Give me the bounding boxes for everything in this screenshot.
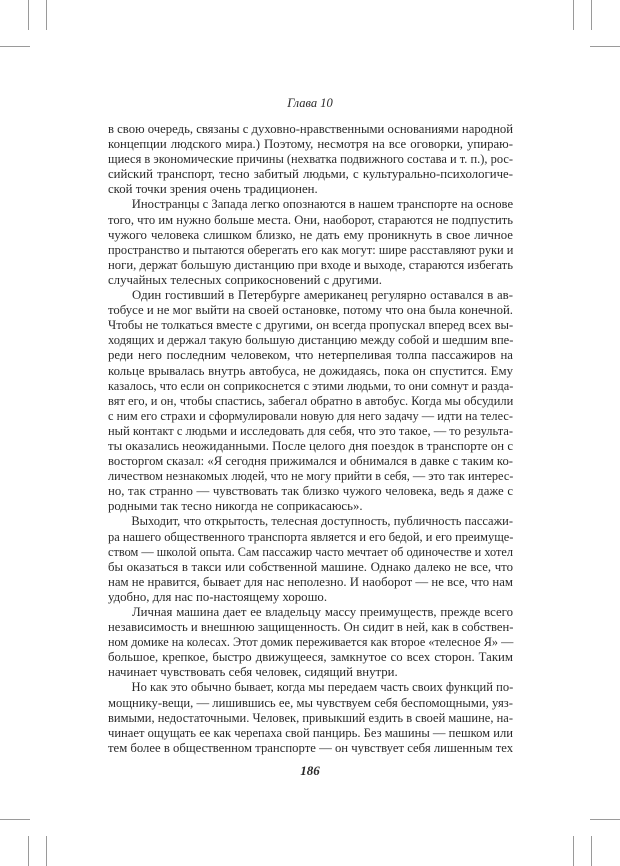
text-line: случайных телесных соприкосновений с другими. bbox=[108, 272, 382, 287]
text-line: ством — школой опыта. Сам пассажир часто мечтает об одиночестве и хотел bbox=[108, 544, 513, 559]
text-line: чинает ощущать ее как черепаха свой панцирь. Без машины — пешком или bbox=[108, 725, 514, 740]
crop-mark bbox=[590, 46, 620, 47]
text-line: тем более в общественном транспорте — он чувствует себя лишенным тех bbox=[108, 740, 514, 755]
text-line: Личная машина дает ее владельцу массу преимуществ, прежде всего bbox=[132, 605, 513, 619]
crop-mark bbox=[591, 836, 592, 866]
text-line: того, что им нужно больше места. Они, наоборот, стараются не подпустить bbox=[108, 212, 513, 227]
text-line: Один гостивший в Петербурге американец регулярно оставался в ав- bbox=[132, 288, 513, 303]
crop-mark bbox=[573, 0, 574, 30]
crop-mark bbox=[590, 819, 620, 820]
text-line: большое, крепкое, быстро движущееся, замкнутое со всех сторон. Таким bbox=[108, 650, 513, 665]
text-line: нам не нравится, бывает для нас неполезно. И наоборот — не все, что нам bbox=[108, 574, 513, 589]
text-line: Выходит, что открытость, телесная доступность, публичность пассажи- bbox=[131, 514, 513, 529]
text-line: кольце врывалась внутрь автобуса, не дожидаясь, пока он спустится. Ему bbox=[108, 363, 513, 378]
text-line: чужого человека слишком близко, не дать ему проникнуть в свое личное bbox=[108, 227, 513, 242]
crop-mark bbox=[46, 0, 47, 30]
text-line: щиеся в экономические причины (нехватка подвижного состава и т. п.), рос- bbox=[108, 152, 513, 167]
text-line: Чтобы не толкаться вместе с другими, он всегда пропускал вперед всех вы- bbox=[108, 318, 514, 333]
text-line: Иностранцы с Запада легко опознаются в нашем транспорте на основе bbox=[131, 197, 514, 212]
crop-mark bbox=[0, 819, 30, 820]
text-line: в свою очередь, связаны с духовно-нравственными основаниями народной bbox=[108, 122, 514, 136]
text-line: независимость и внешнюю защищенность. Он сидит в ней, как в собствен- bbox=[108, 620, 514, 635]
running-header: Глава 10 bbox=[287, 96, 333, 110]
crop-mark bbox=[28, 836, 29, 866]
text-line: Но как это обычно бывает, когда мы передаем часть своих функций по- bbox=[131, 680, 514, 695]
text-line: бы оказаться в такси или собственной машине. Однако далеко не все, что bbox=[108, 559, 513, 574]
text-line: личеством незнакомых людей, что не могу прийти в себя, — это так интерес- bbox=[108, 469, 514, 484]
crop-mark bbox=[591, 0, 592, 30]
text-line: ра нашего общественного транспорта является и его бедой, и его преимуще- bbox=[108, 529, 514, 544]
text-line: концепции людского мира.) Поэтому, несмотря на все оговорки, упираю- bbox=[108, 137, 513, 152]
body-text bbox=[108, 122, 513, 756]
text-line: вимыми, недостаточными. Человек, привыкший ездить в своей машине, на- bbox=[108, 710, 513, 725]
text-line: сийский транспорт, тесно забитый людьми, с культурально-психологиче- bbox=[108, 167, 513, 182]
text-line: тобусе и не мог выйти на своей остановке, потому что она была конечной. bbox=[108, 303, 513, 318]
text-line: начинает чувствовать себя человек, сидящий внутри. bbox=[108, 665, 398, 680]
text-line: вят его, и он, чтобы спастись, забегал обратно в автобус. Когда мы обсудили bbox=[108, 393, 514, 408]
text-line: мощнику-вещи, — лишившись ее, мы чувствуем себя беспомощными, уяз- bbox=[108, 695, 513, 710]
crop-mark bbox=[46, 836, 47, 866]
crop-mark bbox=[573, 836, 574, 866]
text-line: родными так тесно никогда не соприкасаюсь». bbox=[108, 499, 363, 514]
text-line: удобно, для нас по-настоящему хорошо. bbox=[108, 589, 328, 604]
text-line: ской точки зрения очень традиционен. bbox=[108, 182, 318, 197]
text-line: пространство и пытаются оберегать его как могут: шире расставляют руки и bbox=[108, 242, 514, 257]
crop-mark bbox=[28, 0, 29, 30]
crop-mark bbox=[0, 46, 30, 47]
text-line: ноги, держат большую дистанцию при входе и выходе, стараются избегать bbox=[108, 257, 513, 272]
text-line: восторгом сказал: «Я сегодня прижимался и обнимался в давке с таким ко- bbox=[108, 454, 513, 469]
text-line: ный контакт с людьми и исследовать для себя, что это такое, — то результа- bbox=[108, 423, 514, 438]
text-line: ты оказались неожиданными. После целого дня поездок в транспорте он с bbox=[108, 438, 513, 453]
text-line: ном домике на колесах. Этот домик переживается как второе «телесное Я» — bbox=[108, 635, 514, 650]
page-number: 186 bbox=[300, 763, 320, 778]
text-line: казалось, что если он соприкоснется с этими людьми, то они сомнут и разда- bbox=[108, 378, 514, 393]
text-line: но, так странно — чувствовать так близко чужого человека, ведь я даже с bbox=[108, 484, 513, 499]
text-line: ходящих и держал такую большую дистанцию между собой и шедшим впе- bbox=[108, 333, 514, 348]
text-line: реди него последним человеком, что нетерпеливая толпа пассажиров на bbox=[108, 348, 513, 363]
text-line: с ним его страхи и сформулировали новую для него задачу — идти на телес- bbox=[108, 408, 513, 423]
